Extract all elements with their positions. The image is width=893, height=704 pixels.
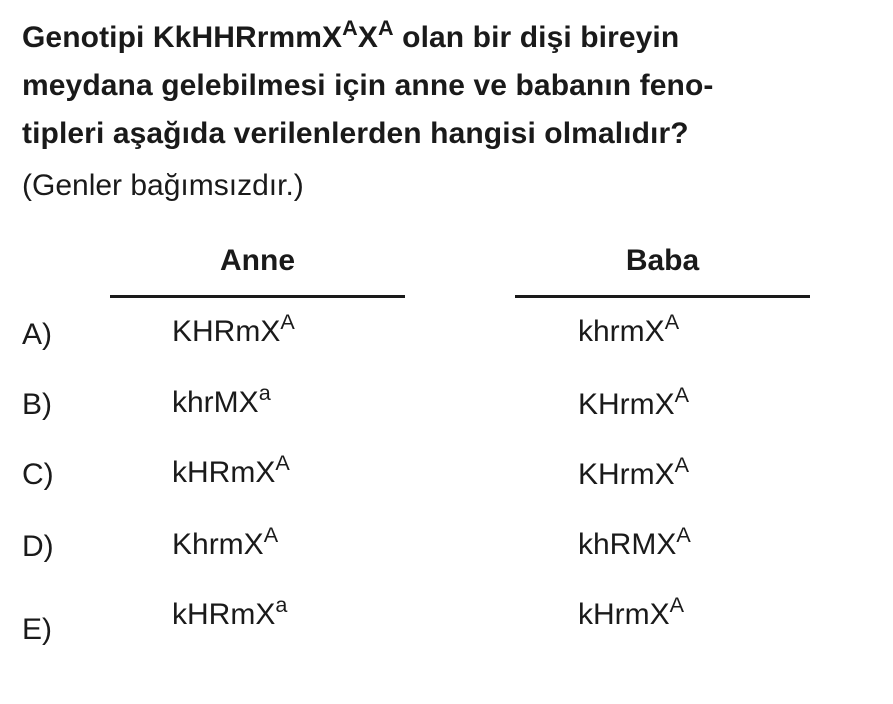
option-d-baba-base: khRMX	[578, 528, 677, 561]
option-c-baba-base: KHrmX	[578, 458, 675, 491]
option-d-baba-sup: A	[676, 522, 691, 548]
option-d-anne-base: KhrmX	[172, 528, 264, 561]
option-d-baba[interactable]	[578, 522, 691, 565]
option-a-letter[interactable]: A)	[22, 318, 52, 351]
option-e-baba-base: kHrmX	[578, 598, 670, 631]
option-a-anne-base: KHRmX	[172, 315, 281, 348]
question-line-2: meydana gelebilmesi için anne ve babanın feno-	[22, 69, 714, 102]
option-e-baba-sup: A	[669, 592, 685, 618]
question-line-1	[22, 14, 872, 62]
option-b-anne[interactable]	[172, 380, 271, 423]
option-b-baba[interactable]	[578, 382, 690, 425]
header-baba: Baba	[625, 244, 700, 277]
option-c-anne-base: kHRmX	[172, 456, 276, 489]
option-b-baba-sup: A	[674, 382, 690, 408]
option-c-anne[interactable]	[172, 450, 290, 493]
genotype-superscript-1: A	[342, 15, 358, 41]
option-a-anne[interactable]	[172, 309, 295, 352]
option-a-anne-sup: A	[280, 309, 295, 335]
option-d-anne-sup: A	[263, 522, 279, 548]
option-c-letter[interactable]: C)	[22, 458, 54, 491]
question-suffix: olan bir dişi bireyin	[393, 21, 680, 54]
option-c-baba[interactable]	[578, 452, 690, 495]
header-rule-anne	[110, 295, 405, 298]
header-anne: Anne	[220, 244, 295, 277]
option-d-anne[interactable]	[172, 522, 279, 565]
option-e-anne[interactable]	[172, 592, 288, 635]
option-e-anne-sup: a	[275, 592, 288, 618]
option-b-letter[interactable]: B)	[22, 388, 52, 421]
genotype-superscript-2: A	[378, 15, 394, 41]
option-d-letter[interactable]: D)	[22, 530, 54, 563]
question-mid: X	[357, 21, 378, 54]
option-b-anne-base: khrMX	[172, 386, 259, 419]
option-e-letter[interactable]: E)	[22, 613, 52, 646]
question-prefix: Genotipi KkHHRrmmX	[22, 21, 343, 54]
option-a-baba-sup: A	[664, 309, 680, 335]
option-e-anne-base: kHRmX	[172, 598, 276, 631]
question-text	[22, 14, 872, 158]
option-a-baba-base: khrmX	[578, 315, 665, 348]
option-b-anne-sup: a	[258, 380, 271, 406]
option-c-baba-sup: A	[674, 452, 690, 478]
question-note: (Genler bağımsızdır.)	[22, 169, 304, 202]
question-line-3: tipleri aşağıda verilenlerden hangisi olmalıdır?	[22, 117, 689, 150]
option-e-baba[interactable]	[578, 592, 685, 635]
header-rule-baba	[515, 295, 810, 298]
option-a-baba[interactable]	[578, 309, 680, 352]
option-c-anne-sup: A	[275, 450, 290, 476]
option-b-baba-base: KHrmX	[578, 388, 675, 421]
